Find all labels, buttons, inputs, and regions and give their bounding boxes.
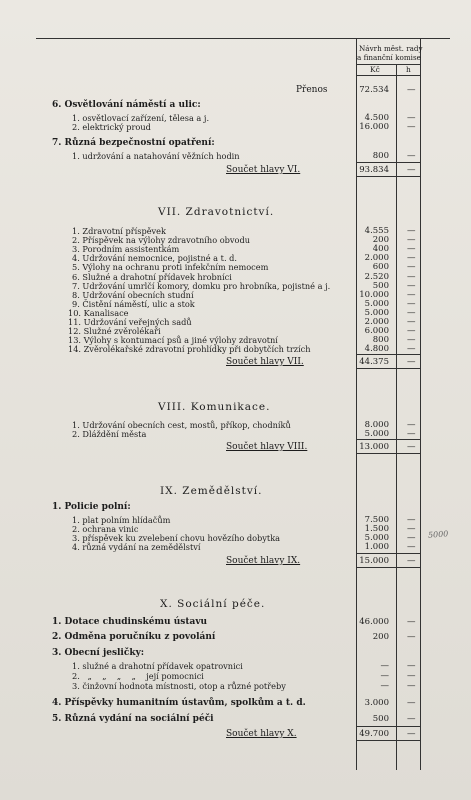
chapter-7-item-10-h: — [407,307,416,318]
chapter-7-item-7: 7. Udržování umrlčí komory, domku pro hrobníka, pojistné a j. [72,280,331,291]
sum-10-amount: 49.700 [359,729,389,739]
chapter-7-item-14: 14. Zvěrolékařské zdravotní prohlídky při dobytčích trzích [68,344,311,355]
chapter-7-item-6: 6. Služné a drahotní přídavek hrobníci [72,271,232,282]
chapter-7-item-11-amount: 2.000 [364,317,389,327]
prenos-label: Přenos [296,85,328,95]
chapter-9-item-3-amount: 5.000 [364,533,389,543]
chapter-10-item-3-sub-3: 3. činžovní hodnota místnosti, otop a různé potřeby [72,681,286,691]
chapter-9-subtitle: 1. Policie polní: [52,502,131,512]
chapter-10-item-5-h: — [407,714,416,724]
section-6-item-2-h: — [407,122,416,132]
column-title-line-2: a finanční komise [357,53,421,62]
sum-10-label: Součet hlavy X. [226,729,297,739]
chapter-10-item-5: 5. Různá vydání na sociální péči [52,714,214,724]
chapter-9-item-4-h: — [407,542,416,552]
sum-10-bottom-rule [356,740,420,741]
column-title-line-1: Návrh měst. rady [359,44,423,53]
chapter-7-item-12-h: — [407,326,416,337]
chapter-7-item-6-h: — [407,271,416,282]
chapter-7-item-11: 11. Udržování veřejných sadů [68,317,192,327]
chapter-10-item-2: 2. Odměna poručníku z povolání [52,632,216,642]
sum-10-rule [356,726,420,727]
chapter-7-item-2: 2. Příspěvek na výlohy zdravotního obvodu [72,235,250,246]
chapter-7-item-2-amount: 200 [372,235,389,246]
chapter-7-item-3: 3. Porodním assistentkám [72,244,180,255]
unit-h: h [406,65,411,74]
chapter-7-item-5-amount: 600 [372,262,389,273]
section-7-item-1-amount: 800 [372,151,389,161]
chapter-7-item-9-amount: 5.000 [364,298,389,309]
chapter-8-title: VIII. Komunikace. [158,401,271,413]
sum-7-bottom-rule [356,368,420,369]
chapter-9-item-2: 2. ochrana vinic [72,524,139,534]
chapter-8-item-1: 1. Udržování obecních cest, mostů, příkop, chodníků [72,420,291,430]
chapter-8-item-2: 2. Dláždění města [72,429,147,439]
chapter-9-item-1-h: — [407,515,416,525]
chapter-7-item-8: 8. Udržování obecních studní [72,289,194,300]
chapter-7-title: VII. Zdravotnictví. [158,206,275,218]
sum-6-amount: 93.834 [359,165,389,175]
chapter-7-item-1: 1. Zdravotní příspěvek [72,226,166,236]
sum-9-label: Součet hlavy IX. [226,556,301,566]
amount-column-right-rule [420,38,421,770]
chapter-10-title: X. Sociální péče. [160,598,266,610]
sum-6-label: Součet hlavy VI. [226,165,301,175]
chapter-9-title: IX. Zemědělství. [160,485,263,497]
prenos-amount: 72.534 [359,85,389,95]
chapter-7-item-10: 10. Kanalisace [68,307,129,318]
sum-7-rule [356,354,420,355]
section-6-item-1-h: — [407,113,416,123]
chapter-7-item-7-amount: 500 [372,280,389,291]
chapter-7-item-8-amount: 10.000 [359,289,389,300]
chapter-10-item-4: 4. Příspěvky humanitním ústavům, spolkům a t. d. [52,698,306,708]
chapter-7-item-14-h: — [407,344,416,355]
sum-9-rule [356,553,420,554]
chapter-10-item-3-sub-1-h: — [407,661,416,671]
sum-6-rule [356,162,420,163]
sum-7-label: Součet hlavy VII. [226,357,304,367]
chapter-7-item-8-h: — [407,289,416,300]
chapter-8-item-2-amount: 5.000 [364,429,389,439]
chapter-10-item-1: 1. Dotace chudinskému ústavu [52,617,208,627]
section-6-item-2: 2. elektrický proud [72,122,151,132]
margin-handwritten-note: 5000 [427,529,449,540]
chapter-7-item-2-h: — [407,235,416,246]
chapter-10-item-3-sub-1-amount: — [380,661,389,671]
chapter-9-item-4-amount: 1.000 [364,542,389,552]
chapter-7-item-14-amount: 4.800 [364,344,389,355]
sum-9-h: — [407,556,416,566]
chapter-7-item-10-amount: 5.000 [364,307,389,318]
chapter-10-item-3-sub-2-amount: — [380,671,389,681]
top-rule [36,38,450,39]
amount-column-mid-rule [396,64,397,770]
chapter-10-item-3-sub-3-amount: — [380,681,389,691]
section-7-item-1: 1. udržování a natahování věžních hodin [72,151,240,161]
chapter-10-item-5-amount: 500 [372,714,389,724]
chapter-7-item-6-amount: 2.520 [364,271,389,282]
chapter-10-item-3-sub-2-h: — [407,671,416,681]
chapter-9-item-4: 4. různá vydání na zemědělství [72,542,201,552]
sum-6-bottom-rule [356,176,420,177]
sum-8-h: — [407,442,416,452]
chapter-7-item-13-amount: 800 [372,335,389,346]
chapter-7-item-9-h: — [407,298,416,309]
chapter-8-item-2-h: — [407,429,416,439]
sum-8-rule [356,439,420,440]
chapter-10-item-2-amount: 200 [372,632,389,642]
sum-7-h: — [407,357,416,367]
chapter-9-item-1: 1. plat polním hlídačům [72,515,171,525]
chapter-9-item-2-h: — [407,524,416,534]
header-rule-2 [356,75,420,76]
chapter-7-item-13: 13. Výlohy s kontumací psů a jiné výlohy zdravotní [68,335,278,346]
amount-column-left-rule [356,38,357,770]
chapter-7-item-1-amount: 4.555 [364,226,389,236]
sum-9-amount: 15.000 [359,556,389,566]
chapter-8-item-1-h: — [407,420,416,430]
chapter-7-item-4-h: — [407,253,416,264]
prenos-h: — [407,85,416,95]
chapter-10-item-2-h: — [407,632,416,642]
chapter-9-item-1-amount: 7.500 [364,515,389,525]
chapter-7-item-3-amount: 400 [372,244,389,255]
unit-kc: Kč [370,65,380,74]
chapter-10-item-3-sub-2: 2. „ „ „ „ její pomocnici [72,671,204,681]
chapter-9-item-3-h: — [407,533,416,543]
chapter-9-item-3: 3. příspěvek ku zvelebení chovu hovězího dobytka [72,533,281,543]
chapter-10-item-3-sub-1: 1. služné a drahotní přídavek opatrovnici [72,661,243,671]
section-7-title: 7. Různá bezpečnostní opatření: [52,138,215,148]
chapter-7-item-3-h: — [407,244,416,255]
section-7-item-1-h: — [407,151,416,161]
chapter-10-item-1-amount: 46.000 [359,617,389,627]
section-6-item-1-amount: 4.500 [364,113,389,123]
chapter-7-item-1-h: — [407,226,416,236]
chapter-9-item-2-amount: 1.500 [364,524,389,534]
chapter-10-item-1-h: — [407,617,416,627]
chapter-7-item-11-h: — [407,317,416,327]
chapter-7-item-4-amount: 2.000 [364,253,389,264]
section-6-title: 6. Osvětlování náměstí a ulic: [52,100,201,110]
chapter-10-item-4-amount: 3.000 [364,698,389,708]
chapter-7-item-5: 5. Výlohy na ochranu proti infekčním nemocem [72,262,269,273]
chapter-7-item-4: 4. Udržování nemocnice, pojistné a t. d. [72,253,238,264]
chapter-7-item-7-h: — [407,280,416,291]
section-6-item-2-amount: 16.000 [359,122,389,132]
sum-7-amount: 44.375 [359,357,389,367]
chapter-7-item-12-amount: 6.000 [364,326,389,337]
chapter-10-item-3-sub-3-h: — [407,681,416,691]
sum-6-h: — [407,165,416,175]
sum-10-h: — [407,729,416,739]
sum-8-amount: 13.000 [359,442,389,452]
chapter-10-item-3-title: 3. Obecní jesličky: [52,648,145,658]
chapter-7-item-9: 9. Čistění náměstí, ulic a stok [72,298,195,309]
section-6-item-1: 1. osvětlovací zařízení, tělesa a j. [72,113,210,123]
sum-8-bottom-rule [356,453,420,454]
chapter-7-item-5-h: — [407,262,416,273]
chapter-8-item-1-amount: 8.000 [364,420,389,430]
chapter-7-item-12: 12. Služné zvěrolékaři [68,326,161,337]
sum-9-bottom-rule [356,567,420,568]
chapter-7-item-13-h: — [407,335,416,346]
chapter-10-item-4-h: — [407,698,416,708]
sum-8-label: Součet hlavy VIII. [226,442,308,452]
